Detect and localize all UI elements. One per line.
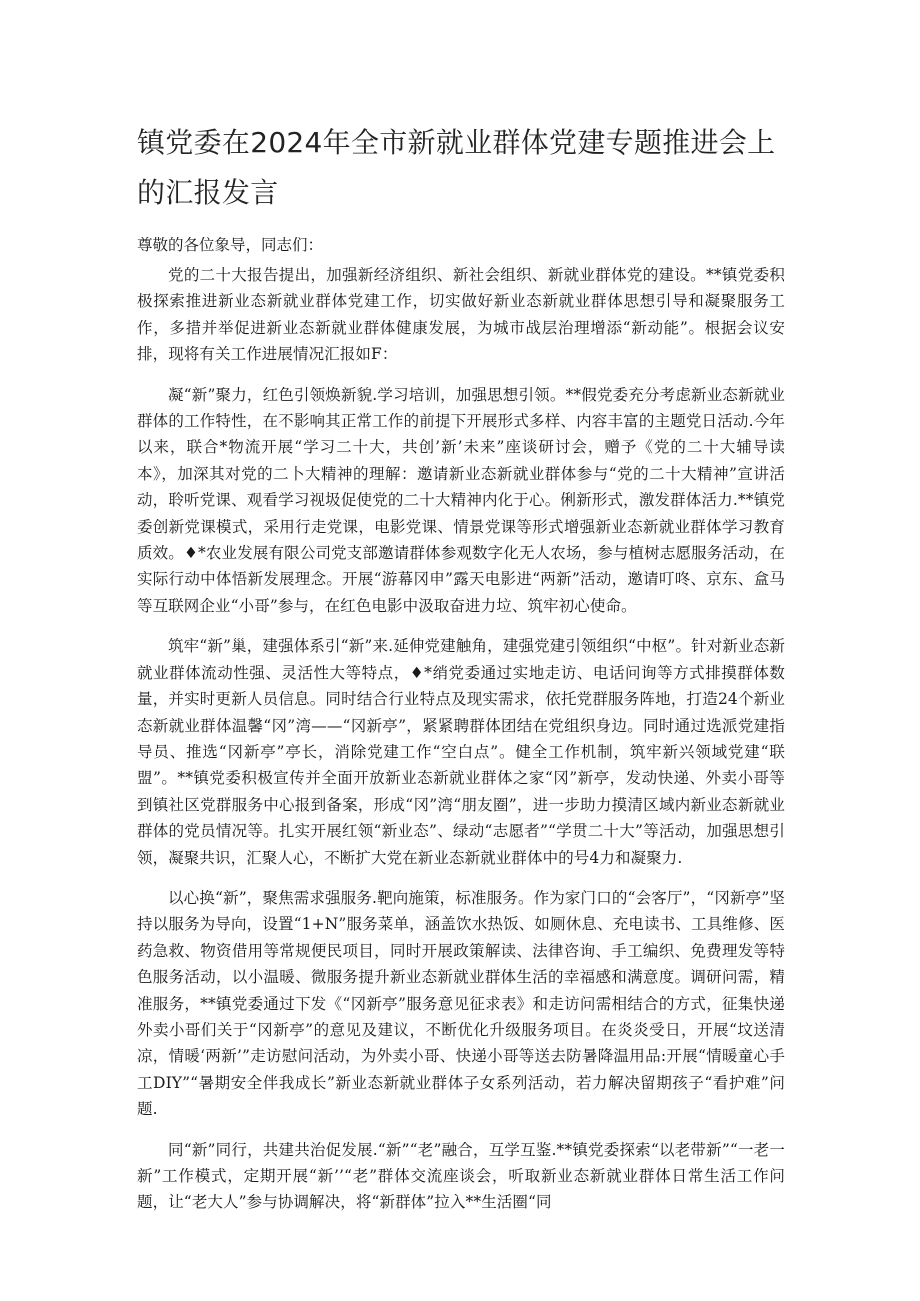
salutation: 尊敬的各位象导，同志们： xyxy=(137,236,324,254)
paragraph-section-4: 同“新”同行，共建共治促发展.“新”“老”融合，互学互鉴.**镇党委探索“以老带新”“一老一新”工作模式，定期开展“新’’“老”群体交流座谈会，听取新业态新就业群体日常生活工作问题，让“老大人”参与协调解决，将“新群体”拉入**生活圈“同 xyxy=(137,1140,785,1212)
paragraph-intro: 党的二十大报告提出，加强新经济组织、新社会组织、新就业群体党的建设。**镇党委积极探索推进新业态新就业群体党建工作，切实做好新业态新就业群体思想引导和凝聚服务工作，多措并举促进新业态新就业群体健康发展，为城市战层治理增添“新动能”。根据会议安排，现将有关工作进展情况汇报如F： xyxy=(137,266,785,364)
paragraph-section-3: 以心换“新”，聚焦需求强服务.靶向施策，标准服务。作为家门口的“会客厅”，“冈新亭”坚持以服务为导向，设置“1+N”服务菜单，涵盖饮水热饭、如厕休息、充电读书、工具维修、医药急救、物资借用等常规便民项目，同时开展政策解读、法律咨询、手工编织、免费理发等特色服务活动，以小温暖、微服务提升新业态新就业群体生活的幸福感和满意度。调研问需，精准服务，**镇党委通过下发《“冈新亭”服务意见征求表》和走访问需相结合的方式，征集快递外卖小哥们关于“冈新亭”的意见及建议，不断优化升级服务项目。在炎炎受日，开展“坟送清凉，情暖‘两新’”走访慰问活动，为外卖小哥、快递小哥等送去防暑降温用品:开展“情暖童心手工DIY”“暑期安全伴我成长”新业态新就业群体子女系列活动，若力解决留期孩子“看护难”问题. xyxy=(137,888,785,1119)
paragraph-section-2: 筑牢“新”巢，建强体系引“新”来.延伸党建触角，建强党建引领组织“中枢”。针对新业态新就业群体流动性强、灵活性大等特点，♦*绡党委通过实地走访、电话问询等方式排摸群体数量，并实时更新人员信息。同时结合行业特点及现实需求，依托党群服务阵地，打造24个新业态新就业群体温馨“冈”湾——“冈新亭”，紧紧聘群体团结在党组织身边。同时通过选派党建指导员、推选“冈新亭”亭长，消除党建工作“空白点”。健全工作机制，筑牢新兴领域党建“联盟”。**镇党委积极宣传并全面开放新业态新就业群体之家“冈”新亭，发动快递、外卖小哥等到镇社区党群服务中心报到备案，形成“冈”湾“朋友圈”，进一步助力摸清区域内新业态新就业群体的党员情况等。扎实开展红领“新业态”、绿动“志愿者”“学贯二十大”等活动，加强思想引领，凝聚共识，汇聚人心，不断扩大党在新业态新就业群体中的号4力和凝聚力. xyxy=(137,637,785,867)
title-line-2: 的汇报发言 xyxy=(137,176,279,209)
paragraph-section-1: 凝“新”聚力，红色引领焕新貌.学习培训，加强思想引领。**假党委充分考虑新业态新就业群体的工作特性，在不影响其正常工作的前提下开展形式多样、内容丰富的主题党日活动.今年以来，联合*物流开展“学习二十大，共创’新’未来”座谈研讨会，赠予《党的二十大辅导读本》，加深其对党的二卜大精神的理解：邀请新业态新就业群体参与“党的二十大精神”宣讲活动，聆听党课、观看学习视圾促使党的二十大精神内化于心。俐新形式，激发群体活力.**镇党委创新党课模式，采用行走党课，电影党课、情景党课等形式增强新业态新就业群体学习教育质效。♦*农业发展有限公司党支部邀请群体参观数字化无人农场，参与植树志愿服务活动，在实际行动中体悟新发展理念。开展“游幕冈申”露天电影进“两新”活动，邀请叮咚、京东、盒马等互联网企业“小哥”参与，在红色电影中汲取奋进力垃、筑牢初心使命。 xyxy=(137,385,785,615)
document-title xyxy=(137,118,797,218)
document-body xyxy=(137,262,785,1230)
title-line-1: 镇党委在2024年全市新就业群体党建专题推进会上 xyxy=(137,126,776,159)
